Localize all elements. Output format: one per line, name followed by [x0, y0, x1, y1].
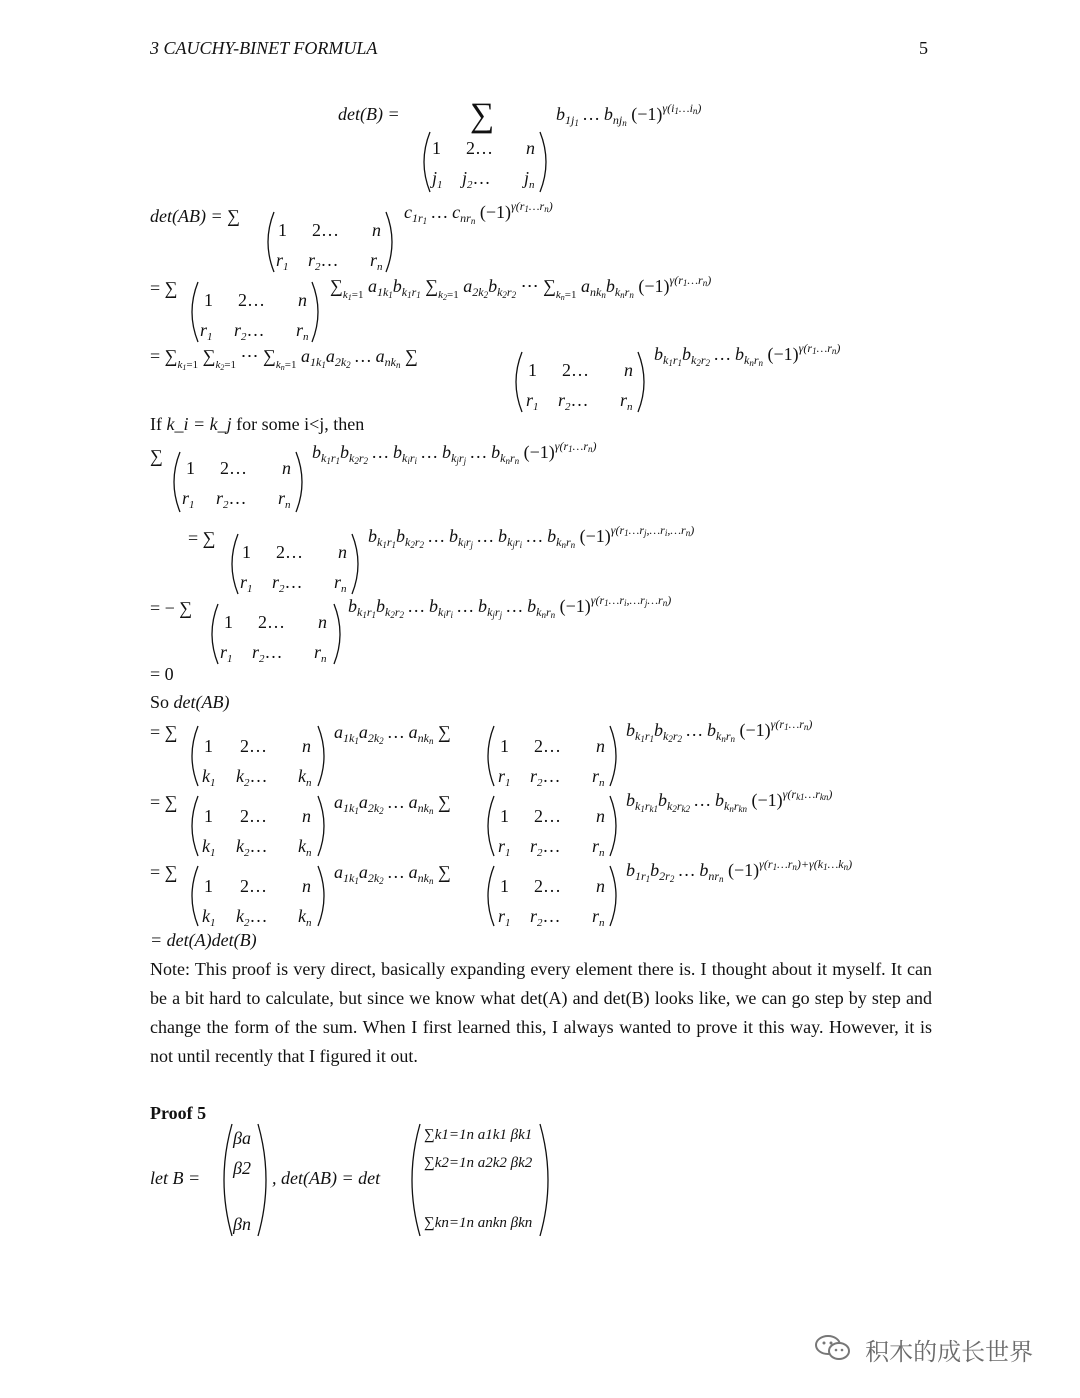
matrix-1-r: [174, 452, 302, 512]
vector-B-row2: β2: [233, 1158, 251, 1178]
svg-text:k2…: $k_2\dots$: [236, 766, 268, 789]
svg-text:n: n: [302, 736, 311, 756]
svg-text:n: n: [526, 138, 535, 158]
svg-text:rn: $r_n$: [278, 488, 291, 511]
svg-text:n: n: [624, 360, 633, 380]
svg-text:1: 1: [204, 876, 213, 896]
svg-text:r2…: $r_2\dots$: [530, 766, 561, 789]
svg-text:n: n: [298, 290, 307, 310]
claim-sum: ∑: [150, 446, 163, 466]
f2-lhs: = ∑: [150, 792, 178, 812]
f2-term-a: $a_{1k}1a_{2k}2$ … $a_{nk}n$ ∑: [334, 792, 451, 816]
svg-text:2…: 2…: [240, 806, 267, 826]
svg-text:r1: $r_1$: [526, 390, 539, 413]
svg-text:2…: 2…: [466, 138, 493, 158]
svg-text:n: n: [318, 612, 327, 632]
svg-text:n: n: [282, 458, 291, 478]
svg-text:1: 1: [186, 458, 195, 478]
let-B-label: let B =: [150, 1168, 201, 1188]
svg-text:1: 1: [204, 290, 213, 310]
matrix-1-r: [232, 534, 358, 595]
f3-term-a: $a_{1k}1a_{2k}2$ … $a_{nk}n$ ∑: [334, 862, 451, 886]
f1-term-a: $a_{1k}1a_{2k}2$ … $a_{nk}n$ ∑: [334, 722, 451, 746]
watermark: [814, 1332, 1033, 1367]
svg-text:2…: 2…: [562, 360, 589, 380]
svg-text:2…: 2…: [258, 612, 285, 632]
svg-text:r2…: $r_2\dots$: [252, 642, 283, 665]
svg-text:r1: $r_1$: [200, 320, 213, 343]
svg-text:2…: 2…: [312, 220, 339, 240]
svg-text:r2…: $r_2\dots$: [558, 390, 589, 413]
svg-text:rn: $r_n$: [296, 320, 309, 343]
wechat-icon: [814, 1333, 852, 1367]
matrix-1-r: [488, 796, 616, 859]
svg-text:n: n: [596, 736, 605, 756]
svg-text:r1: $r_1$: [498, 906, 511, 929]
matrix-1-r: [488, 726, 616, 789]
svg-text:j2…: $j_2\dots$: [462, 168, 491, 191]
svg-text:k2…: $k_2\dots$: [236, 836, 268, 859]
f1-lhs: = ∑: [150, 722, 178, 742]
final-equality: = det(A)det(B): [150, 930, 257, 950]
svg-text:2…: 2…: [534, 806, 561, 826]
claim-term: $b_k1r1b_k2r2$ … $b_kiri$ … $b_kjrj$ … $b_knrn$ $(-1)^{\gamma(r}1\dots rn$): [312, 439, 597, 466]
detAB-term: $c_{1r}1$ … $c_{nr}n$ $(-1)^{\gamma(r}1\dots rn$): [404, 199, 553, 226]
svg-text:r2…: $r_2\dots$: [216, 488, 247, 511]
svg-text:n: n: [596, 876, 605, 896]
svg-text:k2…: $k_2\dots$: [236, 906, 268, 929]
proof5-heading: Proof 5: [150, 1103, 207, 1123]
svg-text:n: n: [302, 876, 311, 896]
svg-text:2…: 2…: [276, 542, 303, 562]
note-paragraph: Note: This proof is very direct, basically expanding every element there is. I thought about it myself. It can be a bit hard to calculate, but since we know what det(A) and det(B) looks like, we can go step by step and change the form of the sum. When I first learned this, I always wanted to prove it this way. However, it is not until recently that I figured it out.: [150, 959, 932, 1066]
svg-text:2…: 2…: [240, 736, 267, 756]
svg-text:r2…: $r_2\dots$: [530, 906, 561, 929]
f2-term-b: $b_k1rk1b_k2rk2$ … $b_knrkn$ $(-1)^{\gamma(r}k1\dots rkn$): [626, 787, 833, 814]
vector-AB-row3: ∑kn=1n ankn βkn: [424, 1215, 533, 1231]
equals-zero: = 0: [150, 664, 174, 684]
line3-term: $b_k1r1b_k2r2$ … $b_knrn$ $(-1)^{\gamma(r}1\dots rn$): [654, 341, 841, 368]
so-line: So det(AB): [150, 692, 230, 712]
svg-text:2…: 2…: [240, 876, 267, 896]
svg-text:2…: 2…: [220, 458, 247, 478]
line2-lhs: = ∑: [150, 278, 178, 298]
line3-lhs: = $\sum_k1=1$ $\sum_k2=1$ ⋯ $\sum_kn=1$ $a_{1k}1a_{2k}2$ … $a_{nk}n$ ∑: [150, 346, 418, 372]
svg-text:r1: $r_1$: [276, 250, 289, 273]
svg-text:1: 1: [278, 220, 287, 240]
svg-text:jn: $j_n$: [524, 168, 535, 191]
svg-text:2…: 2…: [238, 290, 265, 310]
svg-text:r2…: $r_2\dots$: [272, 572, 303, 595]
svg-text:r2…: $r_2\dots$: [308, 250, 339, 273]
neg-term: $b_k1r1b_k2r2$ … $b_kiri$ … $b_kjrj$ … $b_knrn$ $(-1)^{\gamma(r}1\dots ri,\dots rj\dots rn$): [348, 593, 672, 620]
svg-text:n: n: [338, 542, 347, 562]
svg-text:r2…: $r_2\dots$: [530, 836, 561, 859]
if-clause: If k_i = k_j for some i<j, then: [150, 414, 365, 434]
page-number: 5: [919, 38, 928, 58]
vector-B-row1: βa: [233, 1128, 251, 1148]
svg-text:kn: $k_n$: [298, 766, 312, 789]
svg-text:k1: $k_1$: [202, 906, 216, 929]
svg-text:r1: $r_1$: [498, 836, 511, 859]
svg-text:r2…: $r_2\dots$: [234, 320, 265, 343]
matrix-1-k: [192, 866, 324, 929]
vector-B-row3: βn: [233, 1214, 251, 1234]
matrix-1-r: [516, 352, 644, 413]
matrix-1-r: [212, 604, 340, 665]
running-header: 3 CAUCHY-BINET FORMULA: [150, 38, 378, 58]
svg-text:n: n: [596, 806, 605, 826]
svg-text:1: 1: [528, 360, 537, 380]
svg-text:rn: $r_n$: [592, 766, 605, 789]
svg-text:r1: $r_1$: [240, 572, 253, 595]
swap-lhs: = ∑: [188, 528, 216, 548]
svg-text:1: 1: [500, 876, 509, 896]
svg-text:1: 1: [432, 138, 441, 158]
f1-term-b: $b_k1r1b_k2r2$ … $b_knrn$ $(-1)^{\gamma(r}1\dots rn$): [626, 717, 813, 744]
svg-text:j1: $j_1$: [432, 168, 443, 191]
matrix-1-k: [192, 726, 324, 789]
svg-text:1: 1: [224, 612, 233, 632]
svg-text:r1: $r_1$: [220, 642, 233, 665]
line2-term: $\sum_k1=1$ $a_{1k}1b_k1r1$ $\sum_k2=1$ $a_{2k}2b_k2r2$ ⋯ $\sum_kn=1$ $a_{nk}nb_knrn$ $(-1)^{\gamma(r}1\dots rn$): [330, 273, 712, 302]
svg-text:rn: $r_n$: [592, 836, 605, 859]
svg-text:rn: $r_n$: [334, 572, 347, 595]
neg-lhs: = − ∑: [150, 598, 193, 618]
detB-term: $b_{1j}1$ … $b_{nj}n$ $(-1)^{\gamma(i}1\dots in$): [556, 101, 702, 128]
svg-text:1: 1: [242, 542, 251, 562]
svg-text:r1: $r_1$: [182, 488, 195, 511]
svg-text:kn: $k_n$: [298, 906, 312, 929]
svg-text:1: 1: [500, 806, 509, 826]
svg-text:n: n: [372, 220, 381, 240]
matrix-1-j: [424, 132, 546, 192]
matrix-1-r: [192, 282, 318, 343]
det-AB-label: , det(AB) = det: [272, 1168, 381, 1188]
watermark-text: 积木的成长世界: [865, 1338, 1034, 1366]
svg-text:k1: $k_1$: [202, 836, 216, 859]
detAB-lhs: det(AB) = ∑: [150, 206, 240, 226]
svg-text:1: 1: [204, 806, 213, 826]
matrix-1-r: [488, 866, 616, 929]
svg-text:2…: 2…: [534, 876, 561, 896]
svg-text:rn: $r_n$: [592, 906, 605, 929]
f3-term-b: $b_{1r}1b_{2r}2$ … $b_{nr}n$ $(-1)^{\gamma(r}1\dots rn)+\gamma(k1\dots kn)$: [626, 857, 853, 884]
svg-text:r1: $r_1$: [498, 766, 511, 789]
summation-symbol: ∑: [470, 97, 495, 134]
detB-lhs: det(B) =: [338, 104, 400, 124]
swap-term: $b_k1r1b_k2r2$ … $b_kirj$ … $b_kjri$ … $b_knrn$ $(-1)^{\gamma(r}1\dots rj,\dots ri,\dots rn$): [368, 523, 695, 550]
svg-text:n: n: [302, 806, 311, 826]
svg-text:kn: $k_n$: [298, 836, 312, 859]
svg-text:1: 1: [500, 736, 509, 756]
svg-text:k1: $k_1$: [202, 766, 216, 789]
f3-lhs: = ∑: [150, 862, 178, 882]
svg-text:rn: $r_n$: [620, 390, 633, 413]
vector-AB-row2: ∑k2=1n a2k2 βk2: [424, 1155, 533, 1171]
svg-text:2…: 2…: [534, 736, 561, 756]
matrix-1-k: [192, 796, 324, 859]
svg-text:rn: $r_n$: [314, 642, 327, 665]
vector-AB-row1: ∑k1=1n a1k1 βk1: [424, 1127, 533, 1143]
svg-text:1: 1: [204, 736, 213, 756]
svg-text:rn: $r_n$: [370, 250, 383, 273]
matrix-1-r: [268, 212, 392, 273]
